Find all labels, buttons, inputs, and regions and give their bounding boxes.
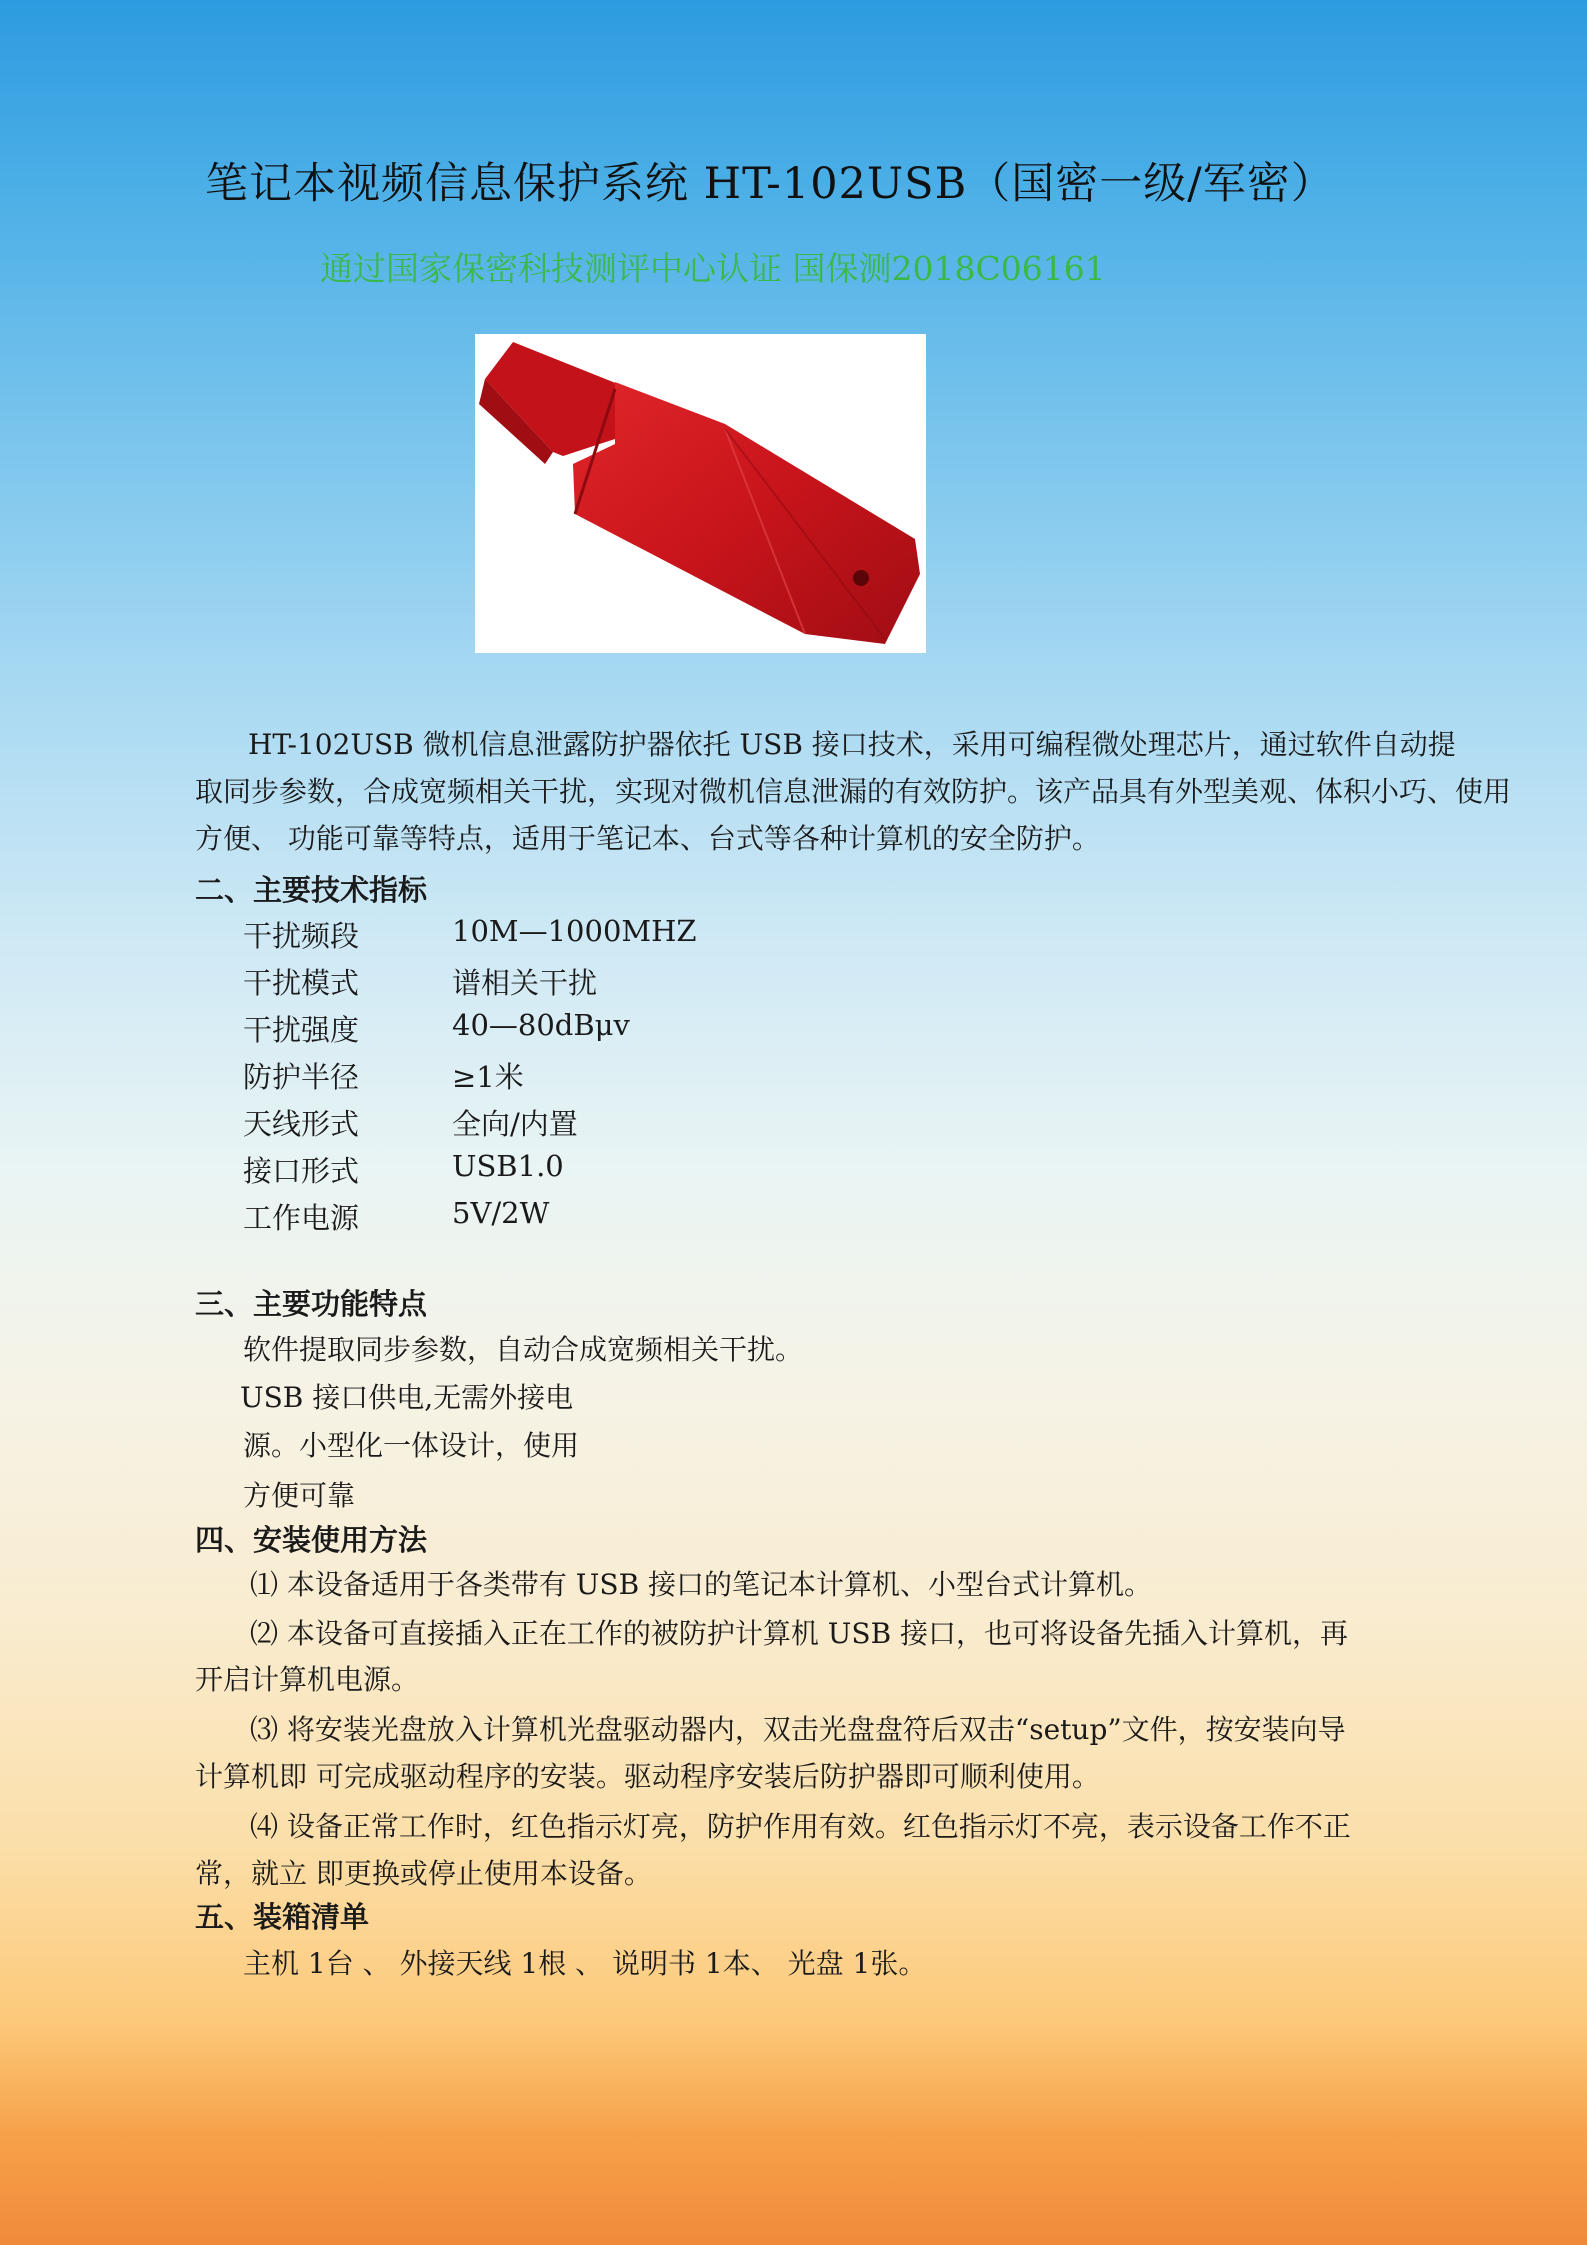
spec-value: 谱相关干扰 <box>452 966 598 1000</box>
intro-line-1: HT-102USB 微机信息泄露防护器依托 USB 接口技术，采用可编程微处理芯片，通过软件自动提 <box>248 728 1456 761</box>
spec-value: 10M—1000MHZ <box>452 914 697 948</box>
spec-value: 全向/内置 <box>452 1107 578 1141</box>
usb-dongle-image <box>475 334 926 653</box>
feature-line: USB 接口供电,无需外接电 <box>240 1381 574 1414</box>
install-line: 开启计算机电源。 <box>195 1663 420 1696</box>
spec-label: 干扰频段 <box>243 919 360 953</box>
feature-line: 软件提取同步参数，自动合成宽频相关干扰。 <box>243 1333 804 1366</box>
certification-subtitle: 通过国家保密科技测评中心认证 国保测2018C06161 <box>320 249 1106 288</box>
spec-value: 5V/2W <box>452 1196 550 1230</box>
feature-line: 源。小型化一体设计，使用 <box>243 1429 580 1462</box>
features-heading: 三、主要功能特点 <box>195 1287 428 1321</box>
spec-label: 防护半径 <box>243 1060 360 1094</box>
spec-value: ≥1米 <box>452 1060 524 1094</box>
spec-label: 干扰强度 <box>243 1013 360 1047</box>
packing-list: 主机 1台 、 外接天线 1根 、 说明书 1本、 光盘 1张。 <box>243 1947 927 1980</box>
install-line: ⑵ 本设备可直接插入正在工作的被防护计算机 USB 接口，也可将设备先插入计算机，再 <box>250 1617 1349 1650</box>
install-heading: 四、安装使用方法 <box>195 1523 428 1557</box>
spec-label: 天线形式 <box>243 1107 360 1141</box>
install-line: ⑶ 将安装光盘放入计算机光盘驱动器内，双击光盘盘符后双击“setup”文件，按安装向导 <box>250 1713 1346 1746</box>
spec-label: 接口形式 <box>243 1154 360 1188</box>
product-photo <box>475 334 926 653</box>
spec-label: 干扰模式 <box>243 966 360 1000</box>
install-line: ⑷ 设备正常工作时，红色指示灯亮，防护作用有效。红色指示灯不亮，表示设备工作不正 <box>250 1810 1351 1843</box>
install-line: ⑴ 本设备适用于各类带有 USB 接口的笔记本计算机、小型台式计算机。 <box>250 1568 1153 1601</box>
packing-heading: 五、装箱清单 <box>195 1900 370 1934</box>
spec-label: 工作电源 <box>243 1201 360 1235</box>
intro-line-3: 方便、 功能可靠等特点，适用于笔记本、台式等各种计算机的安全防护。 <box>195 822 1100 855</box>
spec-value: USB1.0 <box>452 1149 564 1183</box>
feature-line: 方便可靠 <box>243 1479 356 1512</box>
install-line: 计算机即 可完成驱动程序的安装。驱动程序安装后防护器即可顺利使用。 <box>195 1760 1100 1793</box>
intro-line-2: 取同步参数，合成宽频相关干扰，实现对微机信息泄漏的有效防护。该产品具有外型美观、体积小巧、使用 <box>195 775 1512 808</box>
spec-value: 40—80dBμv <box>452 1008 630 1042</box>
page-title: 笔记本视频信息保护系统 HT-102USB（国密一级/军密） <box>205 159 1335 209</box>
install-line: 常，就立 即更换或停止使用本设备。 <box>195 1857 652 1890</box>
specs-heading: 二、主要技术指标 <box>195 873 428 907</box>
